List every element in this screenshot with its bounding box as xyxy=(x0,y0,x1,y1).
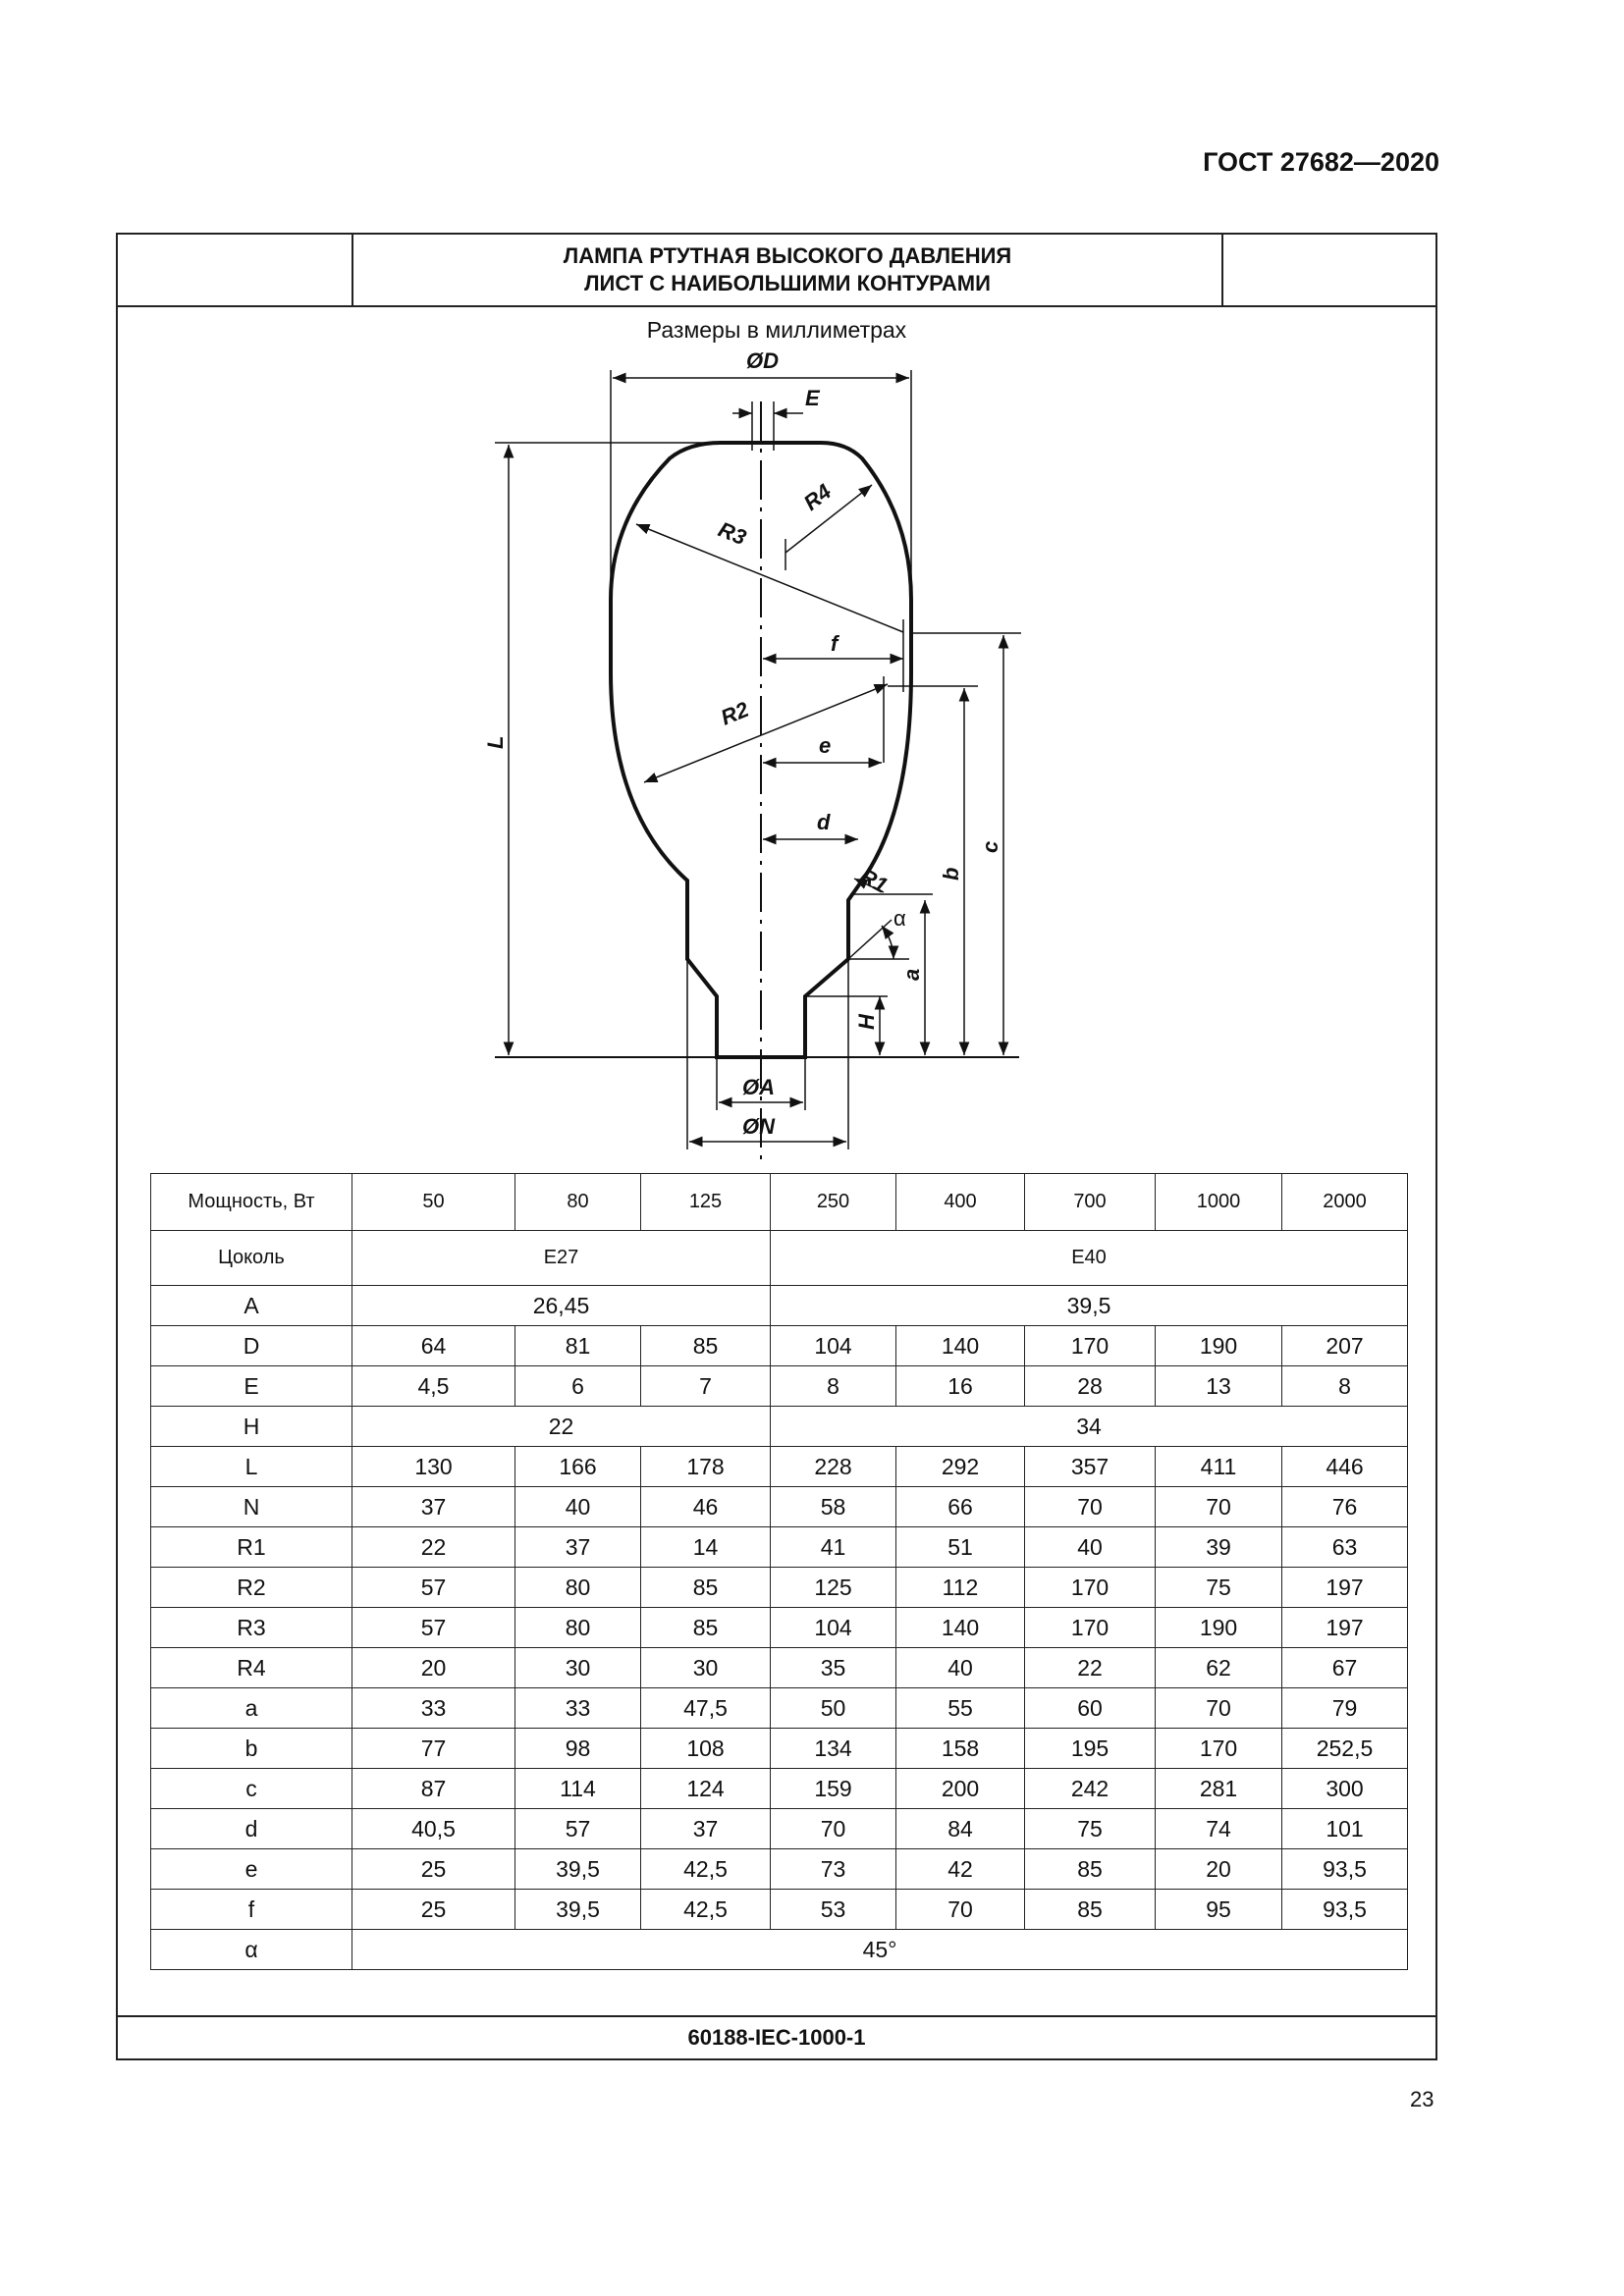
cell: 75 xyxy=(1025,1809,1156,1849)
cell: 40 xyxy=(896,1648,1025,1688)
label-alpha: α xyxy=(893,906,906,931)
cell: 30 xyxy=(641,1648,771,1688)
cell: 159 xyxy=(771,1769,896,1809)
cell: 75 xyxy=(1156,1568,1282,1608)
table-row xyxy=(151,1366,1408,1407)
cell: 73 xyxy=(771,1849,896,1890)
cell: 55 xyxy=(896,1688,1025,1729)
page-number: 23 xyxy=(1410,2087,1435,2111)
cell: 85 xyxy=(641,1326,771,1366)
cell: 39 xyxy=(1156,1527,1282,1568)
cell: 79 xyxy=(1282,1688,1408,1729)
label-d: d xyxy=(817,810,831,834)
cell: 16 xyxy=(896,1366,1025,1407)
cell: 58 xyxy=(771,1487,896,1527)
cell: 95 xyxy=(1156,1890,1282,1930)
cell: 50 xyxy=(771,1688,896,1729)
table-row xyxy=(151,1568,1408,1608)
row-A xyxy=(151,1286,1408,1326)
title-left-cell xyxy=(118,235,353,305)
cell: 85 xyxy=(1025,1849,1156,1890)
cell: 357 xyxy=(1025,1447,1156,1487)
rows-group-1 xyxy=(151,1326,1408,1407)
cell: 63 xyxy=(1282,1527,1408,1568)
cell: 14 xyxy=(641,1527,771,1568)
cell: 39,5 xyxy=(515,1849,641,1890)
row-label: α xyxy=(151,1930,352,1970)
label-E: E xyxy=(805,386,820,410)
header-row xyxy=(151,1174,1408,1231)
cell: 45° xyxy=(352,1930,1408,1970)
cell: 66 xyxy=(896,1487,1025,1527)
cell: 195 xyxy=(1025,1729,1156,1769)
cell: 20 xyxy=(352,1648,515,1688)
cell: 70 xyxy=(1156,1487,1282,1527)
table-row xyxy=(151,1769,1408,1809)
cell: 411 xyxy=(1156,1447,1282,1487)
cell: 292 xyxy=(896,1447,1025,1487)
cell: 130 xyxy=(352,1447,515,1487)
socket-row xyxy=(151,1231,1408,1286)
cell: 84 xyxy=(896,1809,1025,1849)
cell: 13 xyxy=(1156,1366,1282,1407)
table-row xyxy=(151,1729,1408,1769)
cell: 80 xyxy=(515,1568,641,1608)
cell: 114 xyxy=(515,1769,641,1809)
cell: 87 xyxy=(352,1769,515,1809)
label-b: b xyxy=(939,867,963,881)
cell: 53 xyxy=(771,1890,896,1930)
row-label: E xyxy=(151,1366,352,1407)
cell: 80 xyxy=(515,1608,641,1648)
socket-e40: E40 xyxy=(771,1231,1408,1286)
cell: 140 xyxy=(896,1326,1025,1366)
cell: 134 xyxy=(771,1729,896,1769)
cell: 70 xyxy=(1156,1688,1282,1729)
sheet-code: 60188-IEC-1000-1 xyxy=(118,2015,1435,2058)
cell: 170 xyxy=(1025,1608,1156,1648)
cell: 124 xyxy=(641,1769,771,1809)
row-label: b xyxy=(151,1729,352,1769)
cell: 35 xyxy=(771,1648,896,1688)
cell: 30 xyxy=(515,1648,641,1688)
row-label: c xyxy=(151,1769,352,1809)
label-e: e xyxy=(819,733,832,758)
cell: 166 xyxy=(515,1447,641,1487)
cell: 39,5 xyxy=(515,1890,641,1930)
socket-label: Цоколь xyxy=(151,1231,352,1286)
cell: 140 xyxy=(896,1608,1025,1648)
table-row xyxy=(151,1326,1408,1366)
cell: 22 xyxy=(352,1407,771,1447)
table-row xyxy=(151,1487,1408,1527)
row-label: R4 xyxy=(151,1648,352,1688)
row-label: N xyxy=(151,1487,352,1527)
table-row xyxy=(151,1849,1408,1890)
cell: 22 xyxy=(352,1527,515,1568)
cell: 207 xyxy=(1282,1326,1408,1366)
cell: 76 xyxy=(1282,1487,1408,1527)
row-label: R3 xyxy=(151,1608,352,1648)
cell: 70 xyxy=(896,1890,1025,1930)
row-label: a xyxy=(151,1688,352,1729)
header-cell: 50 xyxy=(352,1174,515,1231)
cell: 47,5 xyxy=(641,1688,771,1729)
label-L: L xyxy=(483,735,508,749)
row-label: R1 xyxy=(151,1527,352,1568)
cell: 125 xyxy=(771,1568,896,1608)
cell: 70 xyxy=(771,1809,896,1849)
cell: 37 xyxy=(515,1527,641,1568)
rows-group-2 xyxy=(151,1447,1408,1930)
cell: 40 xyxy=(1025,1527,1156,1568)
table-row xyxy=(151,1688,1408,1729)
cell: 57 xyxy=(352,1568,515,1608)
cell: 98 xyxy=(515,1729,641,1769)
cell: 42,5 xyxy=(641,1849,771,1890)
socket-e27: E27 xyxy=(352,1231,771,1286)
label-c: c xyxy=(978,840,1002,853)
cell: 7 xyxy=(641,1366,771,1407)
dimensions-table-wrap xyxy=(150,1173,1408,1970)
cell: 4,5 xyxy=(352,1366,515,1407)
table-row xyxy=(151,1648,1408,1688)
cell: 37 xyxy=(352,1487,515,1527)
cell: 70 xyxy=(1025,1487,1156,1527)
cell: 85 xyxy=(641,1608,771,1648)
cell: 46 xyxy=(641,1487,771,1527)
row-label: L xyxy=(151,1447,352,1487)
cell: 67 xyxy=(1282,1648,1408,1688)
row-label: D xyxy=(151,1326,352,1366)
label-f: f xyxy=(831,631,839,656)
label-R4: R4 xyxy=(798,478,837,515)
cell: 8 xyxy=(771,1366,896,1407)
row-label: e xyxy=(151,1849,352,1890)
cell: 170 xyxy=(1025,1326,1156,1366)
row-H xyxy=(151,1407,1408,1447)
header-cell: 2000 xyxy=(1282,1174,1408,1231)
cell: 81 xyxy=(515,1326,641,1366)
cell: 6 xyxy=(515,1366,641,1407)
standard-number: ГОСТ 27682—2020 xyxy=(1203,147,1439,177)
cell: 281 xyxy=(1156,1769,1282,1809)
cell: 108 xyxy=(641,1729,771,1769)
cell: 42,5 xyxy=(641,1890,771,1930)
sheet-frame xyxy=(116,233,1437,2060)
cell: 28 xyxy=(1025,1366,1156,1407)
cell: 40 xyxy=(515,1487,641,1527)
title-line-2: ЛИСТ С НАИБОЛЬШИМИ КОНТУРАМИ xyxy=(584,271,991,295)
cell: 33 xyxy=(515,1688,641,1729)
cell: 8 xyxy=(1282,1366,1408,1407)
label-A: ØA xyxy=(742,1075,775,1099)
cell: 170 xyxy=(1156,1729,1282,1769)
cell: 112 xyxy=(896,1568,1025,1608)
header-cell: 125 xyxy=(641,1174,771,1231)
row-alpha xyxy=(151,1930,1408,1970)
cell: 64 xyxy=(352,1326,515,1366)
cell: 85 xyxy=(641,1568,771,1608)
row-label: R2 xyxy=(151,1568,352,1608)
cell: 158 xyxy=(896,1729,1025,1769)
table-row xyxy=(151,1890,1408,1930)
title-right-cell xyxy=(1221,235,1435,305)
cell: 77 xyxy=(352,1729,515,1769)
header-cell: 400 xyxy=(896,1174,1025,1231)
cell: 51 xyxy=(896,1527,1025,1568)
table-row xyxy=(151,1608,1408,1648)
header-cell: 1000 xyxy=(1156,1174,1282,1231)
row-label: f xyxy=(151,1890,352,1930)
cell: 34 xyxy=(771,1407,1408,1447)
cell: 22 xyxy=(1025,1648,1156,1688)
row-label: H xyxy=(151,1407,352,1447)
cell: 57 xyxy=(515,1809,641,1849)
cell: 104 xyxy=(771,1608,896,1648)
cell: 104 xyxy=(771,1326,896,1366)
table-row xyxy=(151,1447,1408,1487)
label-R3: R3 xyxy=(715,516,750,551)
cell: 26,45 xyxy=(352,1286,771,1326)
header-cell: 250 xyxy=(771,1174,896,1231)
cell: 57 xyxy=(352,1608,515,1648)
header-cell: 700 xyxy=(1025,1174,1156,1231)
cell: 25 xyxy=(352,1890,515,1930)
cell: 178 xyxy=(641,1447,771,1487)
cell: 33 xyxy=(352,1688,515,1729)
cell: 85 xyxy=(1025,1890,1156,1930)
cell: 20 xyxy=(1156,1849,1282,1890)
title-row xyxy=(118,235,1435,307)
cell: 93,5 xyxy=(1282,1890,1408,1930)
cell: 101 xyxy=(1282,1809,1408,1849)
cell: 25 xyxy=(352,1849,515,1890)
lamp-outline-drawing xyxy=(118,343,1435,1167)
row-label: d xyxy=(151,1809,352,1849)
cell: 252,5 xyxy=(1282,1729,1408,1769)
cell: 40,5 xyxy=(352,1809,515,1849)
header-cell: 80 xyxy=(515,1174,641,1231)
label-D: ØD xyxy=(746,348,779,373)
cell: 446 xyxy=(1282,1447,1408,1487)
cell: 41 xyxy=(771,1527,896,1568)
cell: 39,5 xyxy=(771,1286,1408,1326)
cell: 170 xyxy=(1025,1568,1156,1608)
cell: 228 xyxy=(771,1447,896,1487)
cell: 190 xyxy=(1156,1326,1282,1366)
row-label: A xyxy=(151,1286,352,1326)
cell: 37 xyxy=(641,1809,771,1849)
dimensions-table xyxy=(150,1173,1408,1970)
cell: 197 xyxy=(1282,1568,1408,1608)
cell: 197 xyxy=(1282,1608,1408,1648)
cell: 74 xyxy=(1156,1809,1282,1849)
label-R1: R1 xyxy=(855,863,893,898)
cell: 300 xyxy=(1282,1769,1408,1809)
title-line-1: ЛАМПА РТУТНАЯ ВЫСОКОГО ДАВЛЕНИЯ xyxy=(563,243,1012,268)
label-H: H xyxy=(854,1014,879,1030)
units-note: Размеры в миллиметрах xyxy=(646,317,907,343)
label-N: ØN xyxy=(742,1114,775,1139)
cell: 93,5 xyxy=(1282,1849,1408,1890)
table-row xyxy=(151,1527,1408,1568)
label-R2: R2 xyxy=(717,696,752,730)
cell: 200 xyxy=(896,1769,1025,1809)
sheet-title xyxy=(353,235,1221,305)
cell: 242 xyxy=(1025,1769,1156,1809)
cell: 62 xyxy=(1156,1648,1282,1688)
label-a: a xyxy=(899,968,924,981)
header-power-label: Мощность, Вт xyxy=(151,1174,352,1231)
cell: 42 xyxy=(896,1849,1025,1890)
cell: 60 xyxy=(1025,1688,1156,1729)
table-row xyxy=(151,1809,1408,1849)
cell: 190 xyxy=(1156,1608,1282,1648)
